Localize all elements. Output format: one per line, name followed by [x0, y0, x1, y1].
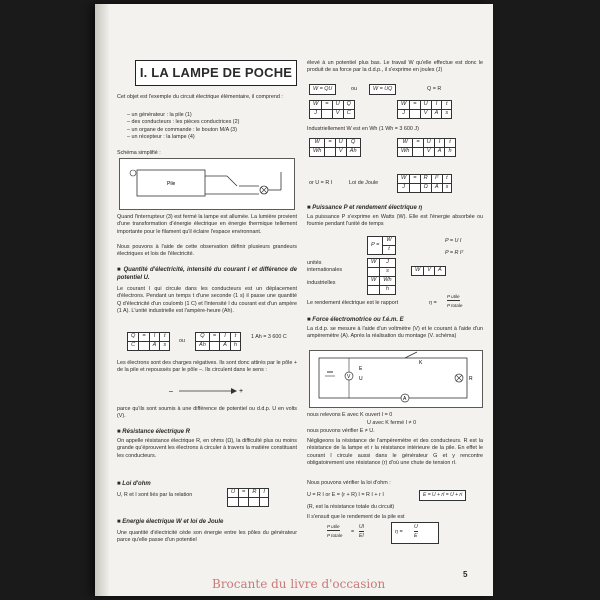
list-item: – un générateur : la pile (1)	[127, 112, 297, 119]
resistance-paragraph: On appelle résistance électrique R, en ohms (Ω), la difficulté plus ou moins grande qu'éprouvent les électrons à circuler à travers la matière constituant les conducteurs.	[117, 438, 297, 459]
eta-symbol: η =	[429, 300, 437, 306]
page-title: I. LA LAMPE DE POCHE	[135, 60, 297, 86]
eq-w-uq: W = UQ	[369, 84, 396, 95]
ah-conversion: 1 Ah = 3 600 C	[251, 334, 287, 340]
power-fraction-box: P = W t	[367, 236, 396, 255]
ohm-paragraph: U, R et I sont liés par la relation	[117, 492, 193, 498]
power-units-table-uai: W V A	[411, 266, 446, 276]
or-uri-text: or U = R I	[309, 180, 333, 186]
voltage-label: U	[359, 376, 363, 382]
equals-sign: =	[351, 529, 355, 535]
formula-w-uq-industrial: W = U Q Wh V Ah	[309, 138, 361, 157]
formula-w-uit-si: W = U I t J V A s	[397, 100, 452, 119]
section-heading-power: ■ Puissance P et rendement électrique η	[307, 204, 422, 212]
list-item: – un récepteur : la lampe (4)	[127, 134, 297, 141]
emf-paragraph: La d.d.p. se mesure à l'aide d'un voltmètre (V) et le courant à l'aide d'un ampèremètre (A). Après la réalisation du montage (V. schéma)	[307, 326, 483, 340]
plus-sign: +	[239, 388, 244, 395]
eta-denominator: P totale	[447, 303, 463, 308]
definition-paragraph: Nous pouvons à l'aide de cette observation définir plusieurs grandeurs électriques et lois de l'électricité.	[117, 244, 297, 258]
efficiency-label: Le rendement électrique est le rapport	[307, 300, 399, 306]
formula-q-it-ah: Q = I t Ah A h	[195, 332, 241, 351]
page-number: 5	[463, 570, 468, 579]
formula-ohm-law: U = R I	[227, 488, 269, 507]
electrons-paragraph: Les électrons sont des charges négatives. Ils sont donc attirés par le pôle + de la pile et repoussés par le pôle –. Ils circulent dans le sens :	[117, 360, 297, 374]
r-mid-denominator: EI	[359, 533, 364, 539]
emf-boxed-equation: E = U + rI = U + ri	[419, 490, 466, 501]
industrial-work-text: Industriellement W est en Wh (1 Wh = 3 600 J)	[307, 126, 419, 132]
section-heading-resistance: ■ Résistance électrique R	[117, 428, 190, 436]
section-heading-energy: ■ Energie électrique W et loi de Joule	[117, 518, 223, 526]
minus-sign: –	[169, 388, 173, 395]
battery-schematic	[119, 158, 295, 210]
schema-label: Schéma simplifié :	[117, 150, 161, 156]
power-paragraph: La puissance P s'exprime en Watts (W). Elle est l'énergie absorbée ou fournie pendant l'unité de temps	[307, 214, 483, 228]
industrial-label: industrielles	[307, 280, 336, 286]
emf-equation: U = R I or E = (r + R) I = R I + r I	[307, 492, 384, 498]
or-label: ou	[179, 338, 185, 344]
eq-q-r: Q = R	[427, 86, 442, 92]
internal-resistance-paragraph: Négligeons la résistance de l'ampèremètre et des conducteurs. R est la résistance de la lampe et r la résistance intérieure de la pile. En effet le courant I circule aussi dans le générateur G et y rencontre obligatoirement une résistance (r) d'où une chute de tension rI.	[307, 438, 483, 467]
or-label: ou	[351, 86, 357, 92]
list-item: – des conducteurs : les pièces conductrices (2)	[127, 119, 297, 126]
eq-w-qu: W = QU	[309, 84, 336, 95]
r-mid-numerator: UI	[359, 524, 364, 530]
battery-efficiency-text: Il s'ensuit que le rendement de la pile est	[307, 514, 405, 520]
power-units-table: W J s W Wh h	[367, 258, 396, 295]
formula-joule-law: W = R I² t J Ω A s	[397, 174, 452, 193]
eta-numerator: P utile	[447, 294, 460, 301]
pile-label: Pile	[167, 181, 176, 187]
p-eq-ui: P = U I	[445, 238, 462, 244]
book-page	[95, 4, 493, 596]
measure-line-1: nous relevons E avec K ouvert I = 0	[307, 412, 393, 418]
section-heading-emf: ■ Force électromotrice ou f.é.m. E	[307, 316, 404, 324]
r-denominator: P totale	[327, 533, 343, 538]
international-units-label: unités internationales	[307, 260, 343, 274]
r-numerator: P utile	[327, 524, 340, 531]
intro-text: Cet objet est l'exemple du circuit électrique élémentaire, il comprend :	[117, 94, 283, 100]
lamp-paragraph: Quand l'interrupteur (3) est fermé la lampe est allumée. La lumière provient d'une transformation d'énergie électrique en énergie thermique tellement importante pour le filament qu'il éclaire l'espace environnant.	[117, 214, 297, 235]
joule-law-label: Loi de Joule	[349, 180, 379, 186]
work-paragraph: élevé à un potentiel plus bas. Le travail W qu'elle effectue est donc le produit de sa force par la d.d.p., il s'exprime en joules (J)	[307, 60, 483, 74]
eta-result-symbol: η =	[395, 529, 403, 535]
formula-w-uq-si: W = U Q J V C	[309, 100, 355, 119]
measure-line-2: U avec K fermé I ≠ 0	[367, 420, 417, 426]
ddp-paragraph: parce qu'ils sont soumis à une différence de potentiel ou d.d.p. U en volts (V).	[117, 406, 297, 420]
ammeter-label: A	[403, 396, 407, 402]
eta-result-numerator: U	[414, 524, 418, 532]
section-heading-quantity: ■ Quantité d'électricité, intensité du courant I et différence de potentiel U.	[117, 266, 297, 283]
formula-w-uit-industrial: W = U I t Wh V A h	[397, 138, 456, 157]
measure-line-3: nous pouvons vérifier E ≠ U.	[307, 428, 375, 434]
current-paragraph: Le courant I qui circule dans les conducteurs est un déplacement d'électrons. Pendant un temps t d'une seconde (1 s) il passe une quantité Q d'électricité d'un coulomb (1 C) et l'intensité I du courant est d'un ampère (1 A). L'unité industrielle est l'ampère-heure (Ah).	[117, 286, 297, 315]
electron-direction-arrow	[167, 384, 247, 398]
verify-ohm-text: Nous pouvons vérifier la loi d'ohm :	[307, 480, 391, 486]
switch-label: K	[419, 360, 423, 366]
total-resistance-note: (R, est la résistance totale du circuit)	[307, 504, 395, 510]
watermark-footer: Brocante du livre d'occasion	[212, 577, 386, 591]
page-gutter	[95, 4, 109, 596]
eta-boxed-result	[391, 522, 439, 544]
lamp-label: R	[469, 376, 473, 382]
energy-paragraph: Une quantité d'électricité cède son énergie entre les pôles du générateur parce qu'elle passe d'un potentiel	[117, 530, 297, 544]
emf-label: E	[359, 366, 363, 372]
voltmeter-label: V	[347, 374, 351, 380]
formula-q-it-coulomb: Q = I t C A s	[127, 332, 170, 351]
component-list	[127, 112, 297, 142]
list-item: – un organe de commande : le bouton M/A (3)	[127, 127, 297, 134]
eta-result-denominator: E	[414, 533, 418, 539]
section-heading-ohm: ■ Loi d'ohm	[117, 480, 151, 488]
measurement-circuit	[309, 350, 483, 408]
p-eq-ri2: P = R I²	[445, 250, 464, 256]
